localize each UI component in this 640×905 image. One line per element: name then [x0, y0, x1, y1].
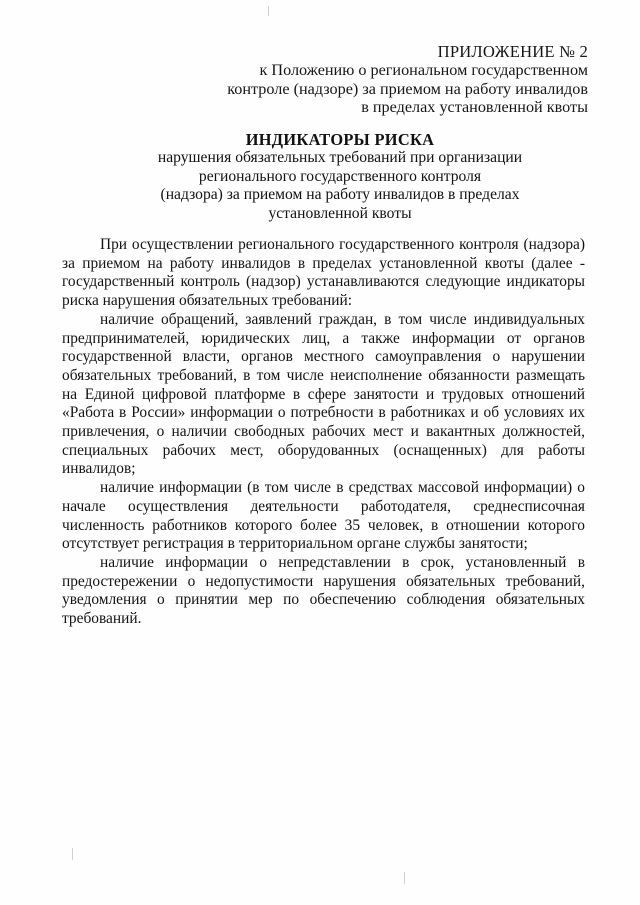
- document-heading: [50, 130, 630, 223]
- appendix-line: в пределах установленной квоты: [361, 98, 588, 117]
- risk-indicator-paragraph: наличие обращений, заявлений граждан, в том числе индивидуальных предпринимателей, юридических лиц, а также информации от органов государственной власти, органов местного самоуправления о нарушении обязательных требований, в том числе неисполнение обязанности размещать на Единой цифровой платформе в сфере занятости и трудовых отношений «Работа в России» информации о потребности в работниках и об условиях их привлечения, о наличии свободных рабочих мест и вакантных должностей, специальных рабочих мест, оборудованных (оснащенных) для работы инвалидов;: [62, 310, 585, 478]
- scan-mark: [72, 848, 73, 860]
- risk-indicator-paragraph: наличие информации о непредставлении в срок, установленный в предостережении о недопустимости нарушения обязательных требований, уведомления о принятии мер по обеспечению соблюдения обязательных требований.: [62, 553, 585, 628]
- document-body: [62, 236, 585, 629]
- document-title: ИНДИКАТОРЫ РИСКА: [245, 130, 435, 149]
- appendix-header: [227, 43, 588, 117]
- risk-indicator-paragraph: наличие информации (в том числе в средствах массовой информации) о начале осуществления деятельности работодателя, среднесписочная численность работников которого более 35 человек, в отношении которого отсутствует регистрация в территориальном органе службы занятости;: [62, 479, 585, 553]
- subtitle-line: регионального государственного контроля: [198, 167, 482, 185]
- subtitle-line: нарушения обязательных требований при организации: [157, 149, 523, 166]
- appendix-line: к Положению о региональном государственном: [259, 61, 588, 80]
- appendix-title: ПРИЛОЖЕНИЕ № 2: [437, 42, 588, 61]
- appendix-line: контроле (надзоре) за приемом на работу инвалидов: [227, 79, 588, 98]
- subtitle-line: установленной квоты: [268, 204, 412, 222]
- intro-paragraph: При осуществлении регионального государственного контроля (надзора) за приемом на работу инвалидов в пределах установленной квоты (далее - государственный контроль (надзор) устанавливаются следующие индикаторы риска нарушения обязательных требований:: [62, 236, 585, 310]
- subtitle-line: (надзора) за приемом на работу инвалидов в пределах: [160, 186, 520, 203]
- scan-mark: [404, 872, 405, 884]
- scan-mark: [268, 6, 269, 16]
